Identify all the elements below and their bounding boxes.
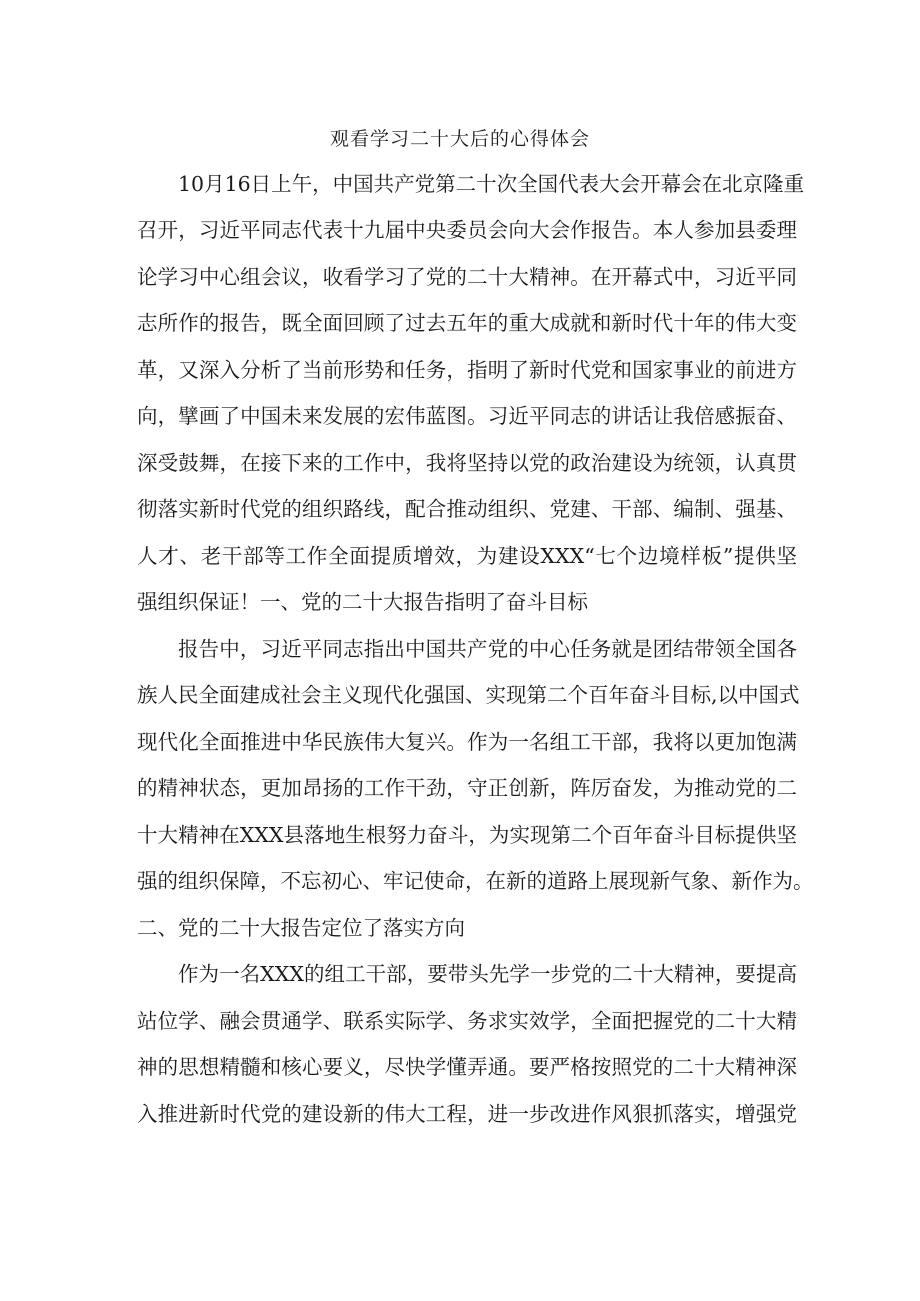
paragraph-line: 十大精神在XXX县落地生根努力奋斗，为实现第二个百年奋斗目标提供坚 <box>137 823 797 847</box>
paragraph-line: 神的思想精髓和核心要义，尽快学懂弄通。要严格按照党的二十大精神深 <box>137 1055 797 1079</box>
paragraph-line: 深受鼓舞，在接下来的工作中，我将坚持以党的政治建设为统领，认真贯 <box>137 451 797 475</box>
paragraph-line: 人才、老干部等工作全面提质增效，为建设XXX“七个边境样板”提供坚 <box>137 544 797 568</box>
paragraph-line: 10月16日上午，中国共产党第二十次全国代表大会开幕会在北京隆重 <box>178 172 805 196</box>
section-heading-2: 二、党的二十大报告定位了落实方向 <box>137 916 465 940</box>
paragraph-line: 向，擘画了中国未来发展的宏伟蓝图。习近平同志的讲话让我倍感振奋、 <box>137 404 797 428</box>
paragraph-line: 论学习中心组会议，收看学习了党的二十大精神。在开幕式中，习近平同 <box>137 265 797 289</box>
paragraph-line: 现代化全面推进中华民族伟大复兴。作为一名组工干部，我将以更加饱满 <box>137 730 797 754</box>
paragraph-line: 的精神状态，更加昂扬的工作干劲，守正创新，阵厉奋发，为推动党的二 <box>137 776 797 800</box>
paragraph-line: 召开，习近平同志代表十九届中央委员会向大会作报告。本人参加县委理 <box>137 218 797 242</box>
paragraph-line: 彻落实新时代党的组织路线，配合推动组织、党建、干部、编制、强基、 <box>137 497 797 521</box>
section-heading-1: 强组织保证！一、党的二十大报告指明了奋斗目标 <box>137 590 588 614</box>
paragraph-line: 报告中，习近平同志指出中国共产党的中心任务就是团结带领全国各 <box>178 637 797 661</box>
paragraph-line: 入推进新时代党的建设新的伟大工程，进一步改进作风狠抓落实，增强党 <box>137 1102 797 1126</box>
paragraph-line: 革，又深入分析了当前形势和任务，指明了新时代党和国家事业的前进方 <box>137 358 797 382</box>
paragraph-line: 族人民全面建成社会主义现代化强国、实现第二个百年奋斗目标,以中国式 <box>137 683 800 707</box>
paragraph-line: 志所作的报告，既全面回顾了过去五年的重大成就和新时代十年的伟大变 <box>137 311 797 335</box>
paragraph-line: 作为一名XXX的组工干部，要带头先学一步党的二十大精神，要提高 <box>178 962 797 986</box>
paragraph-line: 站位学、融会贯通学、联系实际学、务求实效学，全面把握党的二十大精 <box>137 1009 797 1033</box>
document-title: 观看学习二十大后的心得体会 <box>329 128 590 150</box>
paragraph-line: 强的组织保障，不忘初心、牢记使命，在新的道路上展现新气象、新作为。 <box>137 869 814 893</box>
